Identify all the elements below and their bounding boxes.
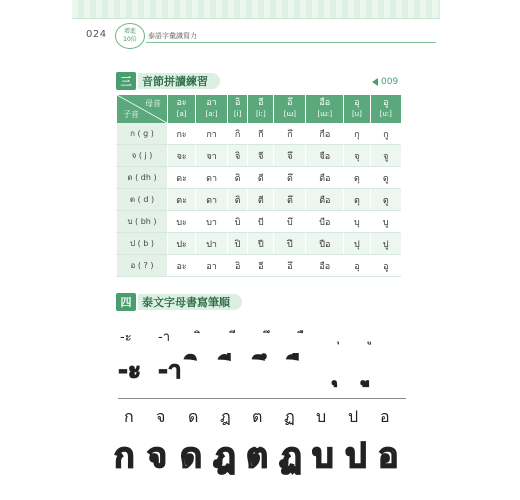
table-row bbox=[117, 145, 402, 167]
vowel-header bbox=[370, 95, 401, 123]
vowel-ipa: [uː] bbox=[379, 110, 392, 118]
audio-track[interactable] bbox=[372, 77, 398, 87]
vowel-header bbox=[306, 95, 344, 123]
consonant-small: ฎ bbox=[220, 407, 231, 426]
syllable-cell: จา bbox=[196, 145, 228, 167]
vowel-header bbox=[274, 95, 306, 123]
book-badge bbox=[115, 23, 145, 49]
syllable-cell: อี bbox=[248, 255, 274, 277]
section4-title: 泰文字母書寫筆順 bbox=[138, 294, 242, 310]
consonant-row-big bbox=[112, 428, 412, 476]
syllable-cell: จะ bbox=[168, 145, 196, 167]
vowel-thai: อึ bbox=[287, 98, 293, 108]
vowel-ipa: [ɯː] bbox=[317, 110, 333, 118]
vowel-ipa: [ɯ] bbox=[283, 110, 297, 118]
syllable-cell: จุ bbox=[344, 145, 370, 167]
syllable-cell: กิ bbox=[227, 123, 247, 145]
section4-number: 四 bbox=[116, 293, 136, 311]
badge-line1: 增進 bbox=[123, 28, 136, 35]
vowel-header bbox=[168, 95, 196, 123]
speaker-icon bbox=[372, 78, 378, 86]
syllable-cell: จือ bbox=[306, 145, 344, 167]
table-header-row bbox=[117, 95, 402, 123]
consonant-cell: ป ( b ) bbox=[117, 233, 168, 255]
consonant-big: บ bbox=[312, 436, 334, 476]
consonant-cell: บ ( bh ) bbox=[117, 211, 168, 233]
table-row bbox=[117, 189, 402, 211]
consonant-small: ฏ bbox=[284, 407, 295, 426]
syllable-cell: อะ bbox=[168, 255, 196, 277]
syllable-cell: ปุ bbox=[344, 233, 370, 255]
vowel-ipa: [i] bbox=[233, 110, 242, 118]
syllable-cell: กี bbox=[248, 123, 274, 145]
syllable-cell: ตุ bbox=[344, 189, 370, 211]
consonant-cell: ด ( dh ) bbox=[117, 167, 168, 189]
syllable-cell: กา bbox=[196, 123, 228, 145]
consonant-cell: อ ( ? ) bbox=[117, 255, 168, 277]
vowel-ipa: [aː] bbox=[205, 110, 218, 118]
vowel-mark-big: -า bbox=[158, 356, 182, 384]
syllable-cell: ดา bbox=[196, 167, 228, 189]
consonant-small: จ bbox=[156, 407, 166, 426]
vowel-ipa: [iː] bbox=[255, 110, 266, 118]
syllable-cell: อา bbox=[196, 255, 228, 277]
vowel-stroke-order bbox=[118, 322, 408, 394]
syllable-cell: อิ bbox=[227, 255, 247, 277]
syllable-cell: จึ bbox=[274, 145, 306, 167]
syllable-cell: ตึ bbox=[274, 189, 306, 211]
syllable-cell: ดึ bbox=[274, 167, 306, 189]
corner-consonant-label: 子音 bbox=[123, 110, 139, 119]
syllable-cell: บึ bbox=[274, 211, 306, 233]
syllable-cell: ปะ bbox=[168, 233, 196, 255]
syllable-cell: บือ bbox=[306, 211, 344, 233]
section-divider bbox=[118, 398, 406, 399]
syllable-cell: อือ bbox=[306, 255, 344, 277]
syllable-cell: จี bbox=[248, 145, 274, 167]
syllable-cell: ติ bbox=[227, 189, 247, 211]
table-row bbox=[117, 233, 402, 255]
syllable-cell: อู bbox=[370, 255, 401, 277]
vowel-ipa: [u] bbox=[351, 110, 362, 118]
vowel-mark-big: -ะ bbox=[118, 356, 141, 384]
table-row bbox=[117, 255, 402, 277]
corner-header bbox=[117, 95, 168, 123]
section3-heading bbox=[116, 71, 220, 91]
syllable-cell: ดิ bbox=[227, 167, 247, 189]
syllable-cell: จิ bbox=[227, 145, 247, 167]
syllable-cell: บิ bbox=[227, 211, 247, 233]
vowel-thai: อี bbox=[258, 98, 264, 108]
syllable-cell: ตะ bbox=[168, 189, 196, 211]
page-header bbox=[86, 22, 436, 48]
syllable-cell: กู bbox=[370, 123, 401, 145]
consonant-big: จ bbox=[147, 436, 167, 476]
syllable-cell: บะ bbox=[168, 211, 196, 233]
corner-vowel-label: 母音 bbox=[145, 99, 161, 108]
vowel-thai: อุ bbox=[354, 98, 360, 108]
syllable-cell: กือ bbox=[306, 123, 344, 145]
consonant-small: ก bbox=[124, 407, 134, 426]
syllable-cell: กึ bbox=[274, 123, 306, 145]
consonant-cell: จ ( j ) bbox=[117, 145, 168, 167]
syllable-cell: ปา bbox=[196, 233, 228, 255]
section3-number: 三 bbox=[116, 72, 136, 90]
vowel-thai: อะ bbox=[176, 98, 187, 108]
syllable-cell: ตี bbox=[248, 189, 274, 211]
vowel-ipa: [a] bbox=[176, 110, 187, 118]
consonant-big: ป bbox=[345, 436, 367, 476]
vowel-header bbox=[344, 95, 370, 123]
syllable-cell: ตือ bbox=[306, 189, 344, 211]
consonant-small: อ bbox=[380, 407, 390, 426]
top-decorative-band bbox=[72, 0, 440, 19]
consonant-small: ป bbox=[348, 407, 359, 426]
consonant-big: ฎ bbox=[213, 436, 236, 476]
consonant-big: ด bbox=[180, 436, 203, 476]
syllable-cell: ดือ bbox=[306, 167, 344, 189]
consonant-cell: ต ( d ) bbox=[117, 189, 168, 211]
syllable-cell: ปือ bbox=[306, 233, 344, 255]
vowel-thai: อือ bbox=[319, 98, 331, 108]
syllable-cell: ปึ bbox=[274, 233, 306, 255]
syllable-cell: กะ bbox=[168, 123, 196, 145]
syllable-cell: ปู bbox=[370, 233, 401, 255]
syllable-cell: ดี bbox=[248, 167, 274, 189]
syllable-cell: ดุ bbox=[344, 167, 370, 189]
page-number: 024 bbox=[86, 29, 107, 40]
consonant-small: ด bbox=[188, 407, 199, 426]
vowel-mark-small: -า bbox=[158, 330, 170, 345]
syllable-cell: กุ bbox=[344, 123, 370, 145]
syllable-cell: บา bbox=[196, 211, 228, 233]
consonant-big: ก bbox=[114, 436, 135, 476]
vowel-header bbox=[196, 95, 228, 123]
consonant-big: ฏ bbox=[279, 436, 302, 476]
syllable-table bbox=[116, 95, 401, 277]
consonant-row-small bbox=[118, 405, 408, 427]
syllable-cell: ตา bbox=[196, 189, 228, 211]
vowel-thai: อู bbox=[383, 98, 389, 108]
vowel-header bbox=[248, 95, 274, 123]
syllable-cell: ปิ bbox=[227, 233, 247, 255]
syllable-cell: ปี bbox=[248, 233, 274, 255]
syllable-cell: จู bbox=[370, 145, 401, 167]
syllable-cell: อึ bbox=[274, 255, 306, 277]
vowel-mark-small: -ะ bbox=[120, 330, 132, 345]
table-row bbox=[117, 167, 402, 189]
consonant-big: อ bbox=[378, 436, 399, 476]
section3-title: 音節拼讀練習 bbox=[138, 73, 220, 89]
table-row bbox=[117, 211, 402, 233]
vowel-thai: อา bbox=[206, 98, 217, 108]
vowel-header bbox=[227, 95, 247, 123]
syllable-cell: ดะ bbox=[168, 167, 196, 189]
audio-track-number: 009 bbox=[381, 77, 399, 87]
badge-line2: 10倍 bbox=[123, 36, 137, 43]
section4-heading bbox=[116, 292, 242, 312]
syllable-cell: ดู bbox=[370, 167, 401, 189]
book-title: 泰語字彙識寫力 bbox=[148, 32, 197, 40]
table-row bbox=[117, 123, 402, 145]
consonant-small: ต bbox=[252, 407, 263, 426]
consonant-small: บ bbox=[316, 407, 327, 426]
syllable-cell: บู bbox=[370, 211, 401, 233]
syllable-cell: อุ bbox=[344, 255, 370, 277]
syllable-cell: บุ bbox=[344, 211, 370, 233]
vowel-thai: อิ bbox=[234, 98, 241, 108]
consonant-big: ต bbox=[246, 436, 269, 476]
syllable-cell: ตู bbox=[370, 189, 401, 211]
syllable-cell: บี bbox=[248, 211, 274, 233]
header-rule bbox=[146, 42, 436, 43]
consonant-cell: ก ( g ) bbox=[117, 123, 168, 145]
